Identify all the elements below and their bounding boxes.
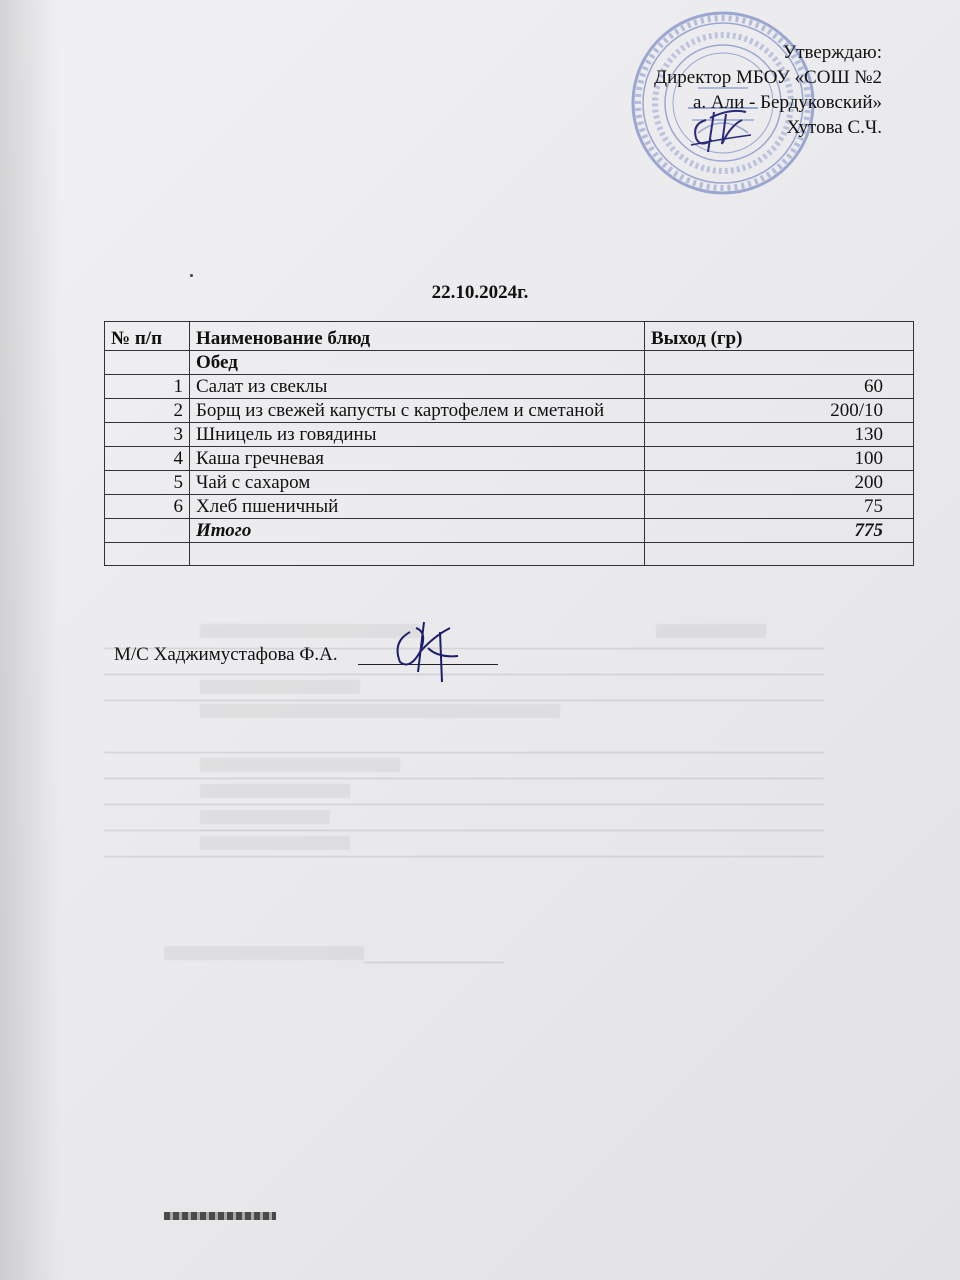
menu-table [104, 321, 914, 566]
row-dish: Чай с сахаром [190, 471, 645, 495]
speck [190, 274, 193, 277]
row-number: 4 [105, 447, 190, 471]
table-row [105, 471, 914, 495]
header-output: Выход (гр) [645, 322, 914, 351]
row-number: 3 [105, 423, 190, 447]
row-dish: Борщ из свежей капусты с картофелем и сметаной [190, 399, 645, 423]
header-number: № п/п [105, 322, 190, 351]
approval-heading: Утверждаю: [782, 42, 882, 63]
row-dish: Шницель из говядины [190, 423, 645, 447]
section-label: Обед [190, 351, 645, 375]
table-row [105, 423, 914, 447]
approval-name: Хутова С.Ч. [786, 117, 882, 138]
total-label: Итого [190, 519, 645, 543]
row-number: 2 [105, 399, 190, 423]
total-row [105, 519, 914, 543]
director-signature [686, 100, 756, 160]
row-dish: Каша гречневая [190, 447, 645, 471]
row-output: 200 [645, 471, 914, 495]
row-number: 6 [105, 495, 190, 519]
empty-row [105, 543, 914, 566]
nurse-name: М/С Хаджимустафова Ф.А. [114, 644, 338, 665]
table-row [105, 399, 914, 423]
total-value: 775 [645, 519, 914, 543]
row-output: 200/10 [645, 399, 914, 423]
approval-place: а. Али - Бердуковский» [692, 92, 882, 113]
page-shadow [0, 0, 60, 1280]
table-header-row [105, 322, 914, 351]
scan-mark [164, 1212, 276, 1220]
approval-position: Директор МБОУ «СОШ №2 [654, 67, 882, 88]
row-output: 60 [645, 375, 914, 399]
table-row [105, 375, 914, 399]
row-dish: Хлеб пшеничный [190, 495, 645, 519]
row-number: 1 [105, 375, 190, 399]
menu-date: 22.10.2024г. [431, 282, 529, 303]
row-output: 130 [645, 423, 914, 447]
nurse-signature [380, 612, 470, 682]
row-output: 75 [645, 495, 914, 519]
row-dish: Салат из свеклы [190, 375, 645, 399]
section-row [105, 351, 914, 375]
header-dish: Наименование блюд [190, 322, 645, 351]
row-number: 5 [105, 471, 190, 495]
table-row [105, 447, 914, 471]
table-row [105, 495, 914, 519]
row-output: 100 [645, 447, 914, 471]
